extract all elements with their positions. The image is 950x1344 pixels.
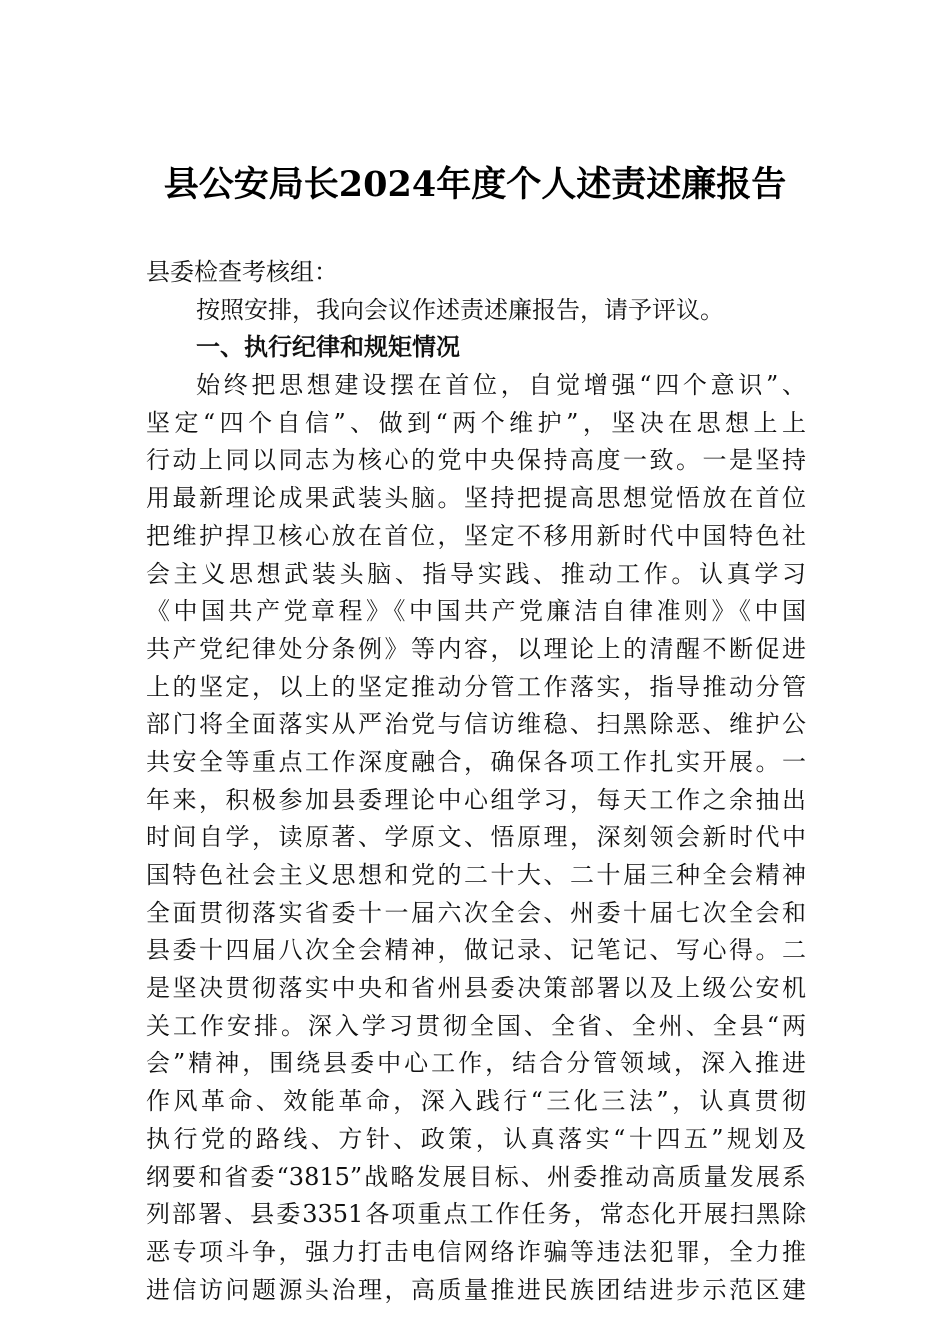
paragraph-line: 恶专项斗争，强力打击电信网络诈骗等违法犯罪，全力推 <box>146 1237 806 1266</box>
paragraph-line: 列部署、县委3351各项重点工作任务，常态化开展扫黑除 <box>146 1200 806 1229</box>
paragraph-line: 进信访问题源头治理，高质量推进民族团结进步示范区建 <box>146 1275 806 1304</box>
paragraph-line: 坚定“四个自信”、做到“两个维护”，坚决在思想上上 <box>146 408 806 437</box>
paragraph-line: 会主义思想武装头脑、指导实践、推动工作。认真学习 <box>146 559 806 588</box>
paragraph-line: 年来，积极参加县委理论中心组学习，每天工作之余抽出 <box>146 785 806 814</box>
paragraph-line: 县委十四届八次全会精神，做记录、记笔记、写心得。二 <box>146 936 806 965</box>
paragraph-line: 关工作安排。深入学习贯彻全国、全省、全州、全县“两 <box>146 1011 806 1040</box>
document-body <box>146 254 806 1309</box>
paragraph-line: 《中国共产党章程》《中国共产党廉洁自律准则》《中国 <box>146 597 806 626</box>
paragraph-line: 始终把思想建设摆在首位，自觉增强“四个意识”、 <box>196 371 806 400</box>
paragraph-line: 全面贯彻落实省委十一届六次全会、州委十届七次全会和 <box>146 898 806 927</box>
salutation: 县委检查考核组： <box>146 258 338 286</box>
paragraph-line: 纲要和省委“3815”战略发展目标、州委推动高质量发展系 <box>146 1162 806 1191</box>
paragraph-line: 共安全等重点工作深度融合，确保各项工作扎实开展。一 <box>146 747 806 776</box>
paragraph-line: 行动上同以同志为核心的党中央保持高度一致。一是坚持 <box>146 446 806 475</box>
paragraph-line: 时间自学，读原著、学原文、悟原理，深刻领会新时代中 <box>146 823 806 852</box>
paragraph-line: 上的坚定，以上的坚定推动分管工作落实，指导推动分管 <box>146 672 806 701</box>
paragraph-line: 用最新理论成果武装头脑。坚持把提高思想觉悟放在首位 <box>146 484 806 513</box>
document-title: 县公安局长2024年度个人述责述廉报告 <box>163 164 787 205</box>
paragraph-line: 把维护捍卫核心放在首位，坚定不移用新时代中国特色社 <box>146 521 806 550</box>
paragraph-line: 会”精神，围绕县委中心工作，结合分管领域，深入推进 <box>146 1049 806 1078</box>
paragraph-line: 共产党纪律处分条例》等内容，以理论上的清醒不断促进 <box>146 634 806 663</box>
paragraph-line: 是坚决贯彻落实中央和省州县委决策部署以及上级公安机 <box>146 974 806 1003</box>
intro-paragraph: 按照安排，我向会议作述责述廉报告，请予评议。 <box>196 295 724 324</box>
paragraph-line: 国特色社会主义思想和党的二十大、二十届三种全会精神 <box>146 861 806 889</box>
paragraph-line: 部门将全面落实从严治党与信访维稳、扫黑除恶、维护公 <box>146 710 806 739</box>
paragraph-line: 作风革命、效能革命，深入践行“三化三法”，认真贯彻 <box>146 1087 806 1116</box>
paragraph-line: 执行党的路线、方针、政策，认真落实“十四五”规划及 <box>146 1124 806 1153</box>
section-heading: 一、执行纪律和规矩情况 <box>196 333 460 362</box>
